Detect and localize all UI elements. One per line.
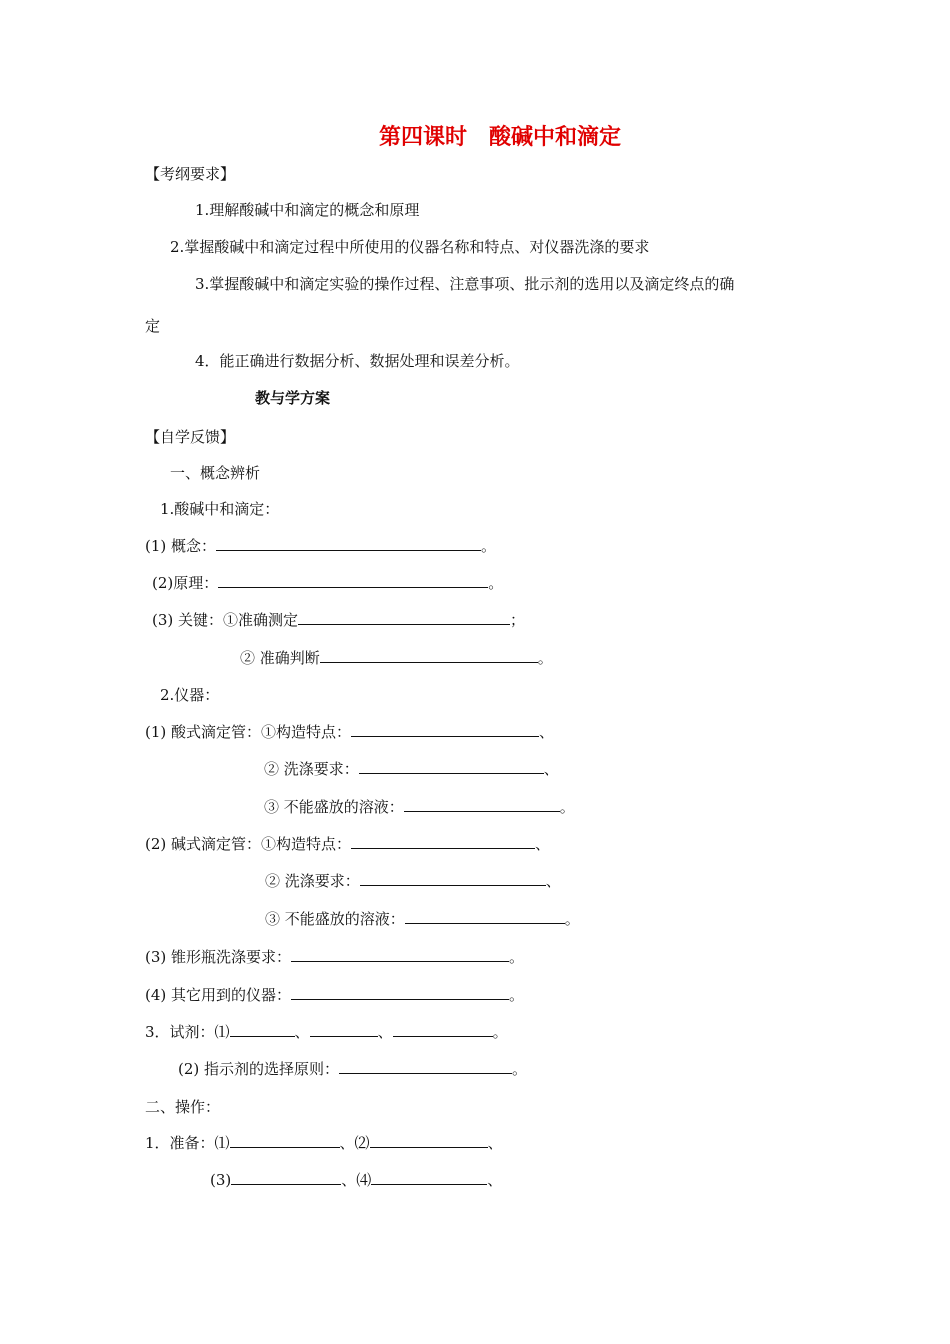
base-cannot-label: ③ 不能盛放的溶液： — [265, 910, 405, 928]
q1-key2-row — [240, 648, 553, 668]
flask-wash-label: (3) 锥形瓶洗涤要求： — [145, 948, 292, 966]
base-cannot-blank[interactable] — [405, 909, 565, 924]
q1-concept-row — [145, 536, 496, 556]
acid-cannot-end: 。 — [559, 798, 575, 816]
flask-wash-blank[interactable] — [291, 947, 509, 962]
q1-key2-label: ② 准确判断 — [240, 649, 320, 667]
section-operations-heading: 二、操作： — [145, 1098, 221, 1116]
key-measure-blank[interactable] — [298, 610, 510, 625]
reagent-blank-1[interactable] — [230, 1022, 295, 1037]
other-instruments-end: 。 — [509, 986, 525, 1004]
base-burette-cannot-row — [265, 909, 580, 929]
reagent-blank-2[interactable] — [310, 1022, 378, 1037]
base-structure-blank[interactable] — [351, 834, 535, 849]
prep-row-1 — [145, 1133, 503, 1153]
flask-wash-row — [145, 947, 524, 967]
key-judge-blank[interactable] — [320, 648, 538, 663]
prep-item-3-marker: (3) — [210, 1171, 232, 1189]
base-structure-sep: 、 — [535, 835, 551, 853]
reagent-blank-3[interactable] — [393, 1022, 493, 1037]
base-burette-wash-row — [265, 871, 561, 891]
syllabus-item-1: 1.理解酸碱中和滴定的概念和原理 — [195, 201, 420, 219]
prep-blank-3[interactable] — [231, 1170, 341, 1185]
q1-principle-row — [152, 573, 503, 593]
base-cannot-end: 。 — [564, 910, 580, 928]
reagent-sep-2: 、 — [377, 1023, 393, 1041]
prep-sep-2: 、 — [487, 1171, 503, 1189]
prep-blank-1[interactable] — [230, 1133, 340, 1148]
q1-key-end: ； — [510, 611, 526, 629]
indicator-end: 。 — [512, 1060, 528, 1078]
prep-label: 1．准备：⑴ — [145, 1134, 230, 1152]
acid-burette-label: (1) 酸式滴定管：①构造特点： — [145, 723, 352, 741]
q1-principle-label: (2)原理： — [152, 574, 219, 592]
prep-row-2 — [210, 1170, 502, 1190]
flask-wash-end: 。 — [509, 948, 525, 966]
syllabus-heading: 【考纲要求】 — [145, 165, 236, 183]
acid-wash-label: ② 洗涤要求： — [264, 760, 359, 778]
q1-key2-end: 。 — [537, 649, 553, 667]
prep-item-4-marker: 、⑷ — [341, 1171, 372, 1189]
prep-item-2-marker: 、⑵ — [339, 1134, 370, 1152]
syllabus-item-3: 3.掌握酸碱中和滴定实验的操作过程、注意事项、批示剂的选用以及滴定终点的确 — [195, 275, 735, 293]
other-instruments-blank[interactable] — [291, 985, 509, 1000]
indicator-label: (2) 指示剂的选择原则： — [178, 1060, 340, 1078]
indicator-row — [178, 1059, 527, 1079]
base-burette-structure-row — [145, 834, 550, 854]
plan-heading: 教与学方案 — [255, 389, 331, 407]
acid-wash-blank[interactable] — [359, 759, 544, 774]
syllabus-item-3-continued: 定 — [145, 317, 161, 335]
reagents-row — [145, 1022, 508, 1042]
reagents-end: 。 — [492, 1023, 508, 1041]
page-title: 第四课时 酸碱中和滴定 — [378, 125, 621, 150]
acid-structure-sep: 、 — [539, 723, 555, 741]
acid-structure-blank[interactable] — [351, 722, 539, 737]
syllabus-item-2: 2.掌握酸碱中和滴定过程中所使用的仪器名称和特点、对仪器洗涤的要求 — [170, 238, 650, 256]
base-wash-sep: 、 — [545, 872, 561, 890]
acid-wash-sep: 、 — [543, 760, 559, 778]
acid-cannot-label: ③ 不能盛放的溶液： — [264, 798, 404, 816]
other-instruments-row — [145, 985, 524, 1005]
feedback-heading: 【自学反馈】 — [145, 428, 236, 446]
q1-concept-end: 。 — [481, 537, 497, 555]
reagent-sep-1: 、 — [294, 1023, 310, 1041]
reagents-label: 3．试剂：⑴ — [145, 1023, 230, 1041]
q1-concept-label: (1) 概念： — [145, 537, 217, 555]
q1-principle-end: 。 — [488, 574, 504, 592]
acid-burette-cannot-row — [264, 797, 575, 817]
acid-cannot-blank[interactable] — [404, 797, 560, 812]
base-wash-label: ② 洗涤要求： — [265, 872, 360, 890]
q2-label: 2.仪器： — [160, 686, 220, 704]
base-wash-blank[interactable] — [360, 871, 546, 886]
q1-key-label: (3) 关键：①准确测定 — [152, 611, 299, 629]
syllabus-item-4: 4．能正确进行数据分析、数据处理和误差分析。 — [195, 352, 520, 370]
q1-key-row — [152, 610, 525, 630]
section-concepts-heading: 一、概念辨析 — [170, 464, 261, 482]
prep-blank-2[interactable] — [370, 1133, 488, 1148]
base-burette-label: (2) 碱式滴定管：①构造特点： — [145, 835, 352, 853]
indicator-blank[interactable] — [339, 1059, 512, 1074]
prep-blank-4[interactable] — [371, 1170, 487, 1185]
acid-burette-wash-row — [264, 759, 559, 779]
acid-burette-structure-row — [145, 722, 554, 742]
concept-blank[interactable] — [216, 536, 481, 551]
prep-sep-1: 、 — [487, 1134, 503, 1152]
other-instruments-label: (4) 其它用到的仪器： — [145, 986, 292, 1004]
q1-label: 1.酸碱中和滴定： — [160, 500, 280, 518]
principle-blank[interactable] — [218, 573, 488, 588]
